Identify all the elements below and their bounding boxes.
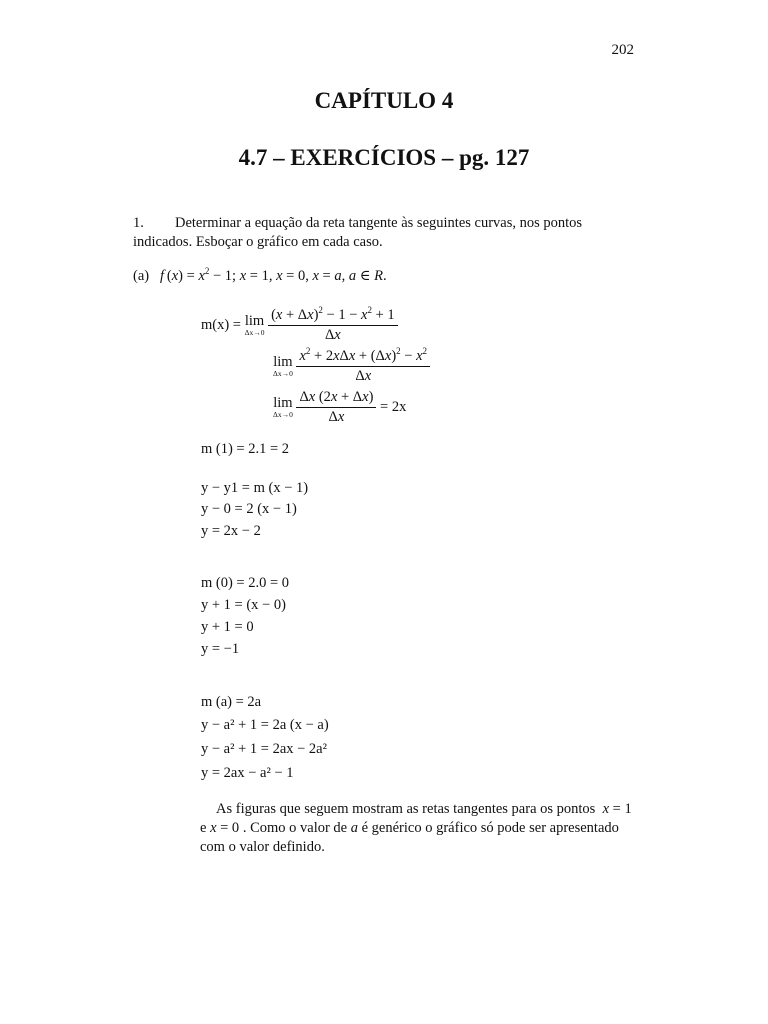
limit-operator: lim Δx→0 — [273, 395, 293, 419]
slope-at-0: m (0) = 2.0 = 0 — [201, 575, 290, 591]
limit-operator: lim Δx→0 — [244, 313, 265, 337]
section-title: 4.7 – EXERCÍCIOS – pg. 127 — [238, 145, 530, 170]
tangent-a-line-b: y − a² + 1 = 2ax − 2a² — [201, 741, 327, 757]
slope-at-a: m (a) = 2a — [201, 694, 262, 710]
item-a-label: (a) — [133, 268, 150, 284]
tangent-a-line-c: y = 2ax − a² − 1 — [201, 765, 294, 781]
limit-expanded — [273, 348, 430, 385]
tangent-0-line-a: y + 1 = (x − 0) — [201, 597, 286, 613]
limit-operator: lim Δx→0 — [273, 354, 293, 378]
expanded-quotient: $\frac{x^2 + 2x\Delta x + (\Delta x)^2 - x^2}{\Delta x}$ — [296, 348, 430, 385]
page-number: 202 — [611, 42, 634, 58]
tangent-1-line-b: y − 0 = 2 (x − 1) — [201, 501, 297, 517]
exercise-statement — [133, 214, 638, 252]
limit-definition — [201, 307, 398, 344]
conclusion-paragraph: As figuras que seguem mostram as retas tangentes para os pontos x = 1 e x = 0 . Como o valor de a é genérico o gráfico só pode ser apresentado com o valor definido. — [200, 801, 636, 855]
tangent-0-line-b: y + 1 = 0 — [201, 619, 254, 635]
chapter-title: CAPÍTULO 4 — [314, 88, 454, 113]
m-x-label: m(x) = — [201, 316, 241, 333]
tangent-1-line-a: y − y1 = m (x − 1) — [201, 480, 309, 496]
tangent-1-line-c: y = 2x − 2 — [201, 523, 261, 539]
item-a-function: (a) f $(x) = x^2 - 1$; x = 1, x = 0, x = a, a ∈ R. — [133, 266, 387, 284]
limit-result: = 2x — [380, 398, 407, 415]
factored-quotient: $\frac{\Delta x (2x + \Delta x)}{\Delta x}$ — [296, 389, 376, 426]
exercise-number: 1. — [133, 215, 144, 231]
exercise-text: Determinar a equação da reta tangente às seguintes curvas, nos pontos indicados. Esboçar o gráfico em cada caso. — [133, 215, 583, 250]
limit-simplified — [273, 389, 406, 426]
tangent-a-line-a: y − a² + 1 = 2a (x − a) — [201, 717, 329, 733]
difference-quotient: $\frac{(x + \Delta x)^2 - 1 - x^2 + 1}{\Delta x}$ — [268, 307, 398, 344]
slope-at-1: m (1) = 2.1 = 2 — [201, 441, 290, 457]
tangent-0-line-c: y = −1 — [201, 641, 240, 657]
